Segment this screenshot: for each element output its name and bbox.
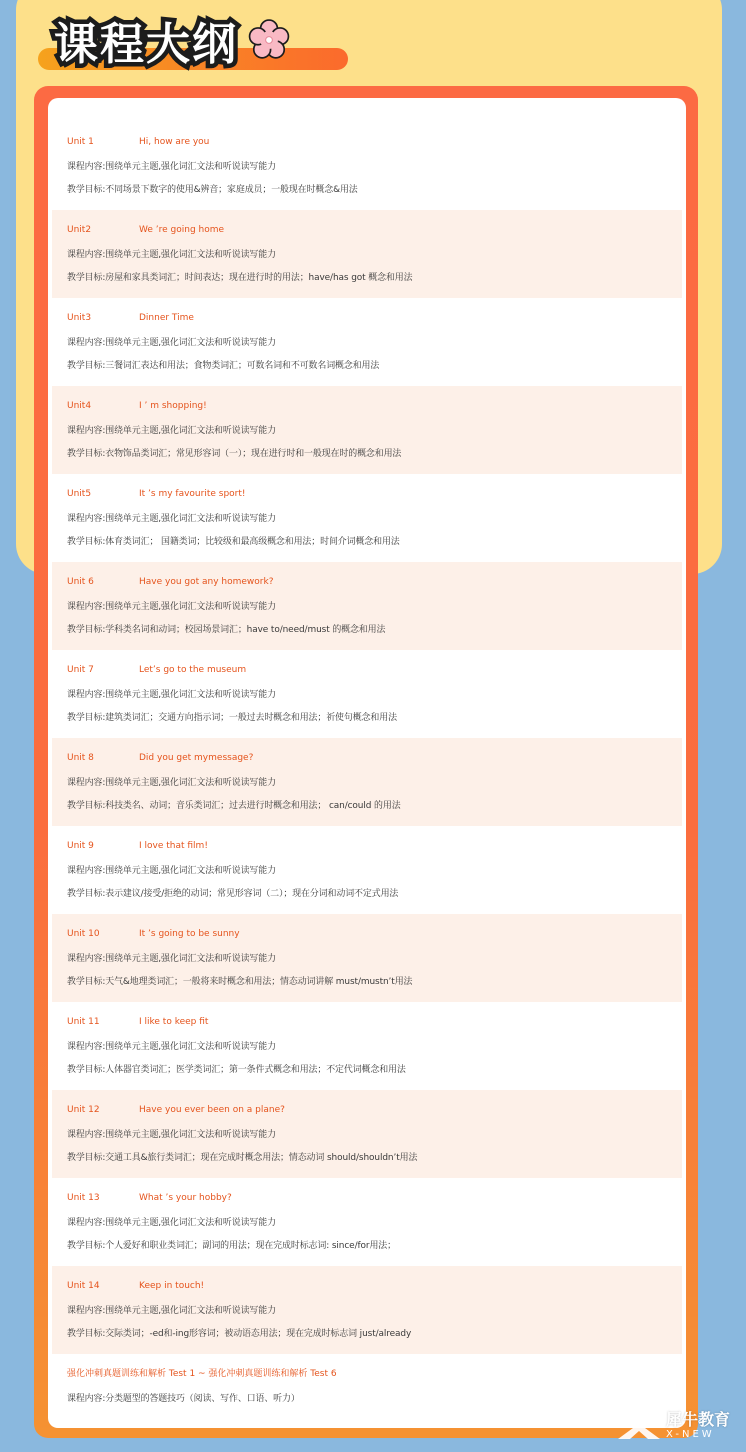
unit-heading: [67, 1184, 682, 1212]
unit-heading: [67, 392, 682, 420]
unit-item: [52, 474, 682, 562]
unit-content: 课程内容:围绕单元主题,强化词汇文法和听说读写能力: [67, 250, 276, 260]
page-title: 课程大纲: [54, 19, 238, 70]
unit-code: Unit 7: [67, 665, 94, 675]
unit-goal: 教学目标:交际类词；-ed和-ing形容词；被动语态用法；现在完成时标志词 just/already: [67, 1329, 412, 1339]
unit-code: Unit 6: [67, 577, 94, 587]
unit-title: Did you get mymessage?: [139, 753, 254, 763]
unit-heading: [67, 744, 682, 772]
unit-heading: [67, 128, 682, 156]
unit-title: Keep in touch!: [139, 1281, 205, 1291]
unit-heading: [67, 304, 682, 332]
final-review-content: 课程内容:分类题型的答题技巧（阅读、写作、口语、听力）: [67, 1394, 300, 1404]
unit-heading: [67, 480, 682, 508]
unit-content: 课程内容:围绕单元主题,强化词汇文法和听说读写能力: [67, 1218, 276, 1228]
unit-code: Unit 10: [67, 929, 100, 939]
unit-item: [52, 386, 682, 474]
unit-goal: 教学目标:个人爱好和职业类词汇；副词的用法；现在完成时标志词: since/for用法；: [67, 1241, 396, 1251]
unit-item: [52, 210, 682, 298]
unit-goal: 教学目标:不同场景下数字的使用&辨音；家庭成员；一般现在时概念&用法: [67, 185, 358, 195]
unit-code: Unit4: [67, 401, 92, 411]
unit-content: 课程内容:围绕单元主题,强化词汇文法和听说读写能力: [67, 426, 276, 436]
unit-item: [52, 1002, 682, 1090]
unit-code: Unit3: [67, 313, 92, 323]
unit-goal: 教学目标:建筑类词汇；交通方向指示词；一般过去时概念和用法；祈使句概念和用法: [67, 713, 397, 723]
unit-code: Unit 14: [67, 1281, 100, 1291]
unit-goal: 教学目标:表示建议/接受/拒绝的动词；常见形容词（二）；现在分词和动词不定式用法: [67, 889, 399, 899]
unit-code: Unit5: [67, 489, 92, 499]
unit-heading: [67, 1272, 682, 1300]
unit-title: Have you got any homework?: [139, 577, 274, 587]
unit-content: 课程内容:围绕单元主题,强化词汇文法和听说读写能力: [67, 1042, 276, 1052]
unit-title: I ’ m shopping!: [139, 401, 207, 411]
unit-goal: 教学目标:房屋和家具类词汇；时间表达；现在进行时的用法；have/has got 概念和用法: [67, 273, 413, 283]
unit-content: 课程内容:围绕单元主题,强化词汇文法和听说读写能力: [67, 338, 276, 348]
unit-title: Have you ever been on a plane?: [139, 1105, 285, 1115]
unit-goal: 教学目标:体育类词汇； 国籍类词；比较级和最高级概念和用法；时间介词概念和用法: [67, 537, 400, 547]
unit-item: [52, 826, 682, 914]
unit-title: What ’s your hobby?: [139, 1193, 232, 1203]
x-new-logo-icon: [616, 1411, 662, 1441]
unit-content: 课程内容:围绕单元主题,强化词汇文法和听说读写能力: [67, 162, 276, 172]
unit-item: [52, 738, 682, 826]
unit-title: I love that film!: [139, 841, 208, 851]
unit-code: Unit 11: [67, 1017, 100, 1027]
unit-heading: [67, 216, 682, 244]
unit-title: We ’re going home: [139, 225, 225, 235]
watermark: [616, 1408, 746, 1444]
header: [54, 8, 290, 72]
unit-heading: [67, 1096, 682, 1124]
unit-item: [52, 1266, 682, 1354]
unit-item: [52, 298, 682, 386]
unit-goal: 教学目标:天气&地理类词汇；一般将来时概念和用法；情态动词讲解 must/mustn’t用法: [67, 977, 413, 987]
unit-content: 课程内容:围绕单元主题,强化词汇文法和听说读写能力: [67, 1130, 276, 1140]
unit-title: It ’s my favourite sport!: [139, 489, 246, 499]
unit-item: [52, 650, 682, 738]
unit-goal: 教学目标:三餐词汇表达和用法；食物类词汇；可数名词和不可数名词概念和用法: [67, 361, 380, 371]
unit-goal: 教学目标:人体器官类词汇；医学类词汇；第一条件式概念和用法；不定代词概念和用法: [67, 1065, 406, 1075]
unit-code: Unit 8: [67, 753, 94, 763]
unit-item: [52, 914, 682, 1002]
unit-title: Dinner Time: [139, 313, 194, 323]
final-review-title: 强化冲刺真题训练和解析 Test 1 ~ 强化冲刺真题训练和解析 Test 6: [67, 1369, 337, 1379]
unit-content: 课程内容:围绕单元主题,强化词汇文法和听说读写能力: [67, 602, 276, 612]
unit-goal: 教学目标:学科类名词和动词；校园场景词汇；have to/need/must 的概念和用法: [67, 625, 386, 635]
unit-heading: [67, 832, 682, 860]
unit-goal: 教学目标:交通工具&旅行类词汇；现在完成时概念用法；情态动词 should/shouldn’t用法: [67, 1153, 418, 1163]
unit-content: 课程内容:围绕单元主题,强化词汇文法和听说读写能力: [67, 866, 276, 876]
unit-item: [52, 1090, 682, 1178]
unit-content: 课程内容:围绕单元主题,强化词汇文法和听说读写能力: [67, 954, 276, 964]
watermark-brand-en: X-NEW: [666, 1429, 715, 1440]
unit-list: [52, 122, 682, 1442]
unit-heading: [67, 656, 682, 684]
unit-goal: 教学目标:科技类名、动词；音乐类词汇；过去进行时概念和用法； can/could 的用法: [67, 801, 401, 811]
unit-title: Let’s go to the museum: [139, 665, 247, 675]
unit-item: [52, 122, 682, 210]
unit-content: 课程内容:围绕单元主题,强化词汇文法和听说读写能力: [67, 778, 276, 788]
unit-goal: 教学目标:衣物饰品类词汇；常见形容词（一）；现在进行时和一般现在时的概念和用法: [67, 449, 402, 459]
unit-heading: [67, 568, 682, 596]
unit-heading: [67, 1008, 682, 1036]
unit-content: 课程内容:围绕单元主题,强化词汇文法和听说读写能力: [67, 514, 276, 524]
flower-icon: [248, 19, 290, 61]
unit-code: Unit 1: [67, 137, 94, 147]
unit-title: Hi, how are you: [139, 137, 210, 147]
unit-content: 课程内容:围绕单元主题,强化词汇文法和听说读写能力: [67, 690, 276, 700]
unit-content: 课程内容:围绕单元主题,强化词汇文法和听说读写能力: [67, 1306, 276, 1316]
final-review-item: [52, 1354, 682, 1442]
unit-code: Unit 12: [67, 1105, 100, 1115]
unit-heading: [67, 920, 682, 948]
unit-title: I like to keep fit: [139, 1017, 209, 1027]
unit-code: Unit 9: [67, 841, 94, 851]
unit-item: [52, 562, 682, 650]
watermark-brand: 犀牛教育: [666, 1410, 731, 1429]
unit-item: [52, 1178, 682, 1266]
unit-code: Unit2: [67, 225, 92, 235]
unit-title: It ’s going to be sunny: [139, 929, 240, 939]
unit-code: Unit 13: [67, 1193, 100, 1203]
